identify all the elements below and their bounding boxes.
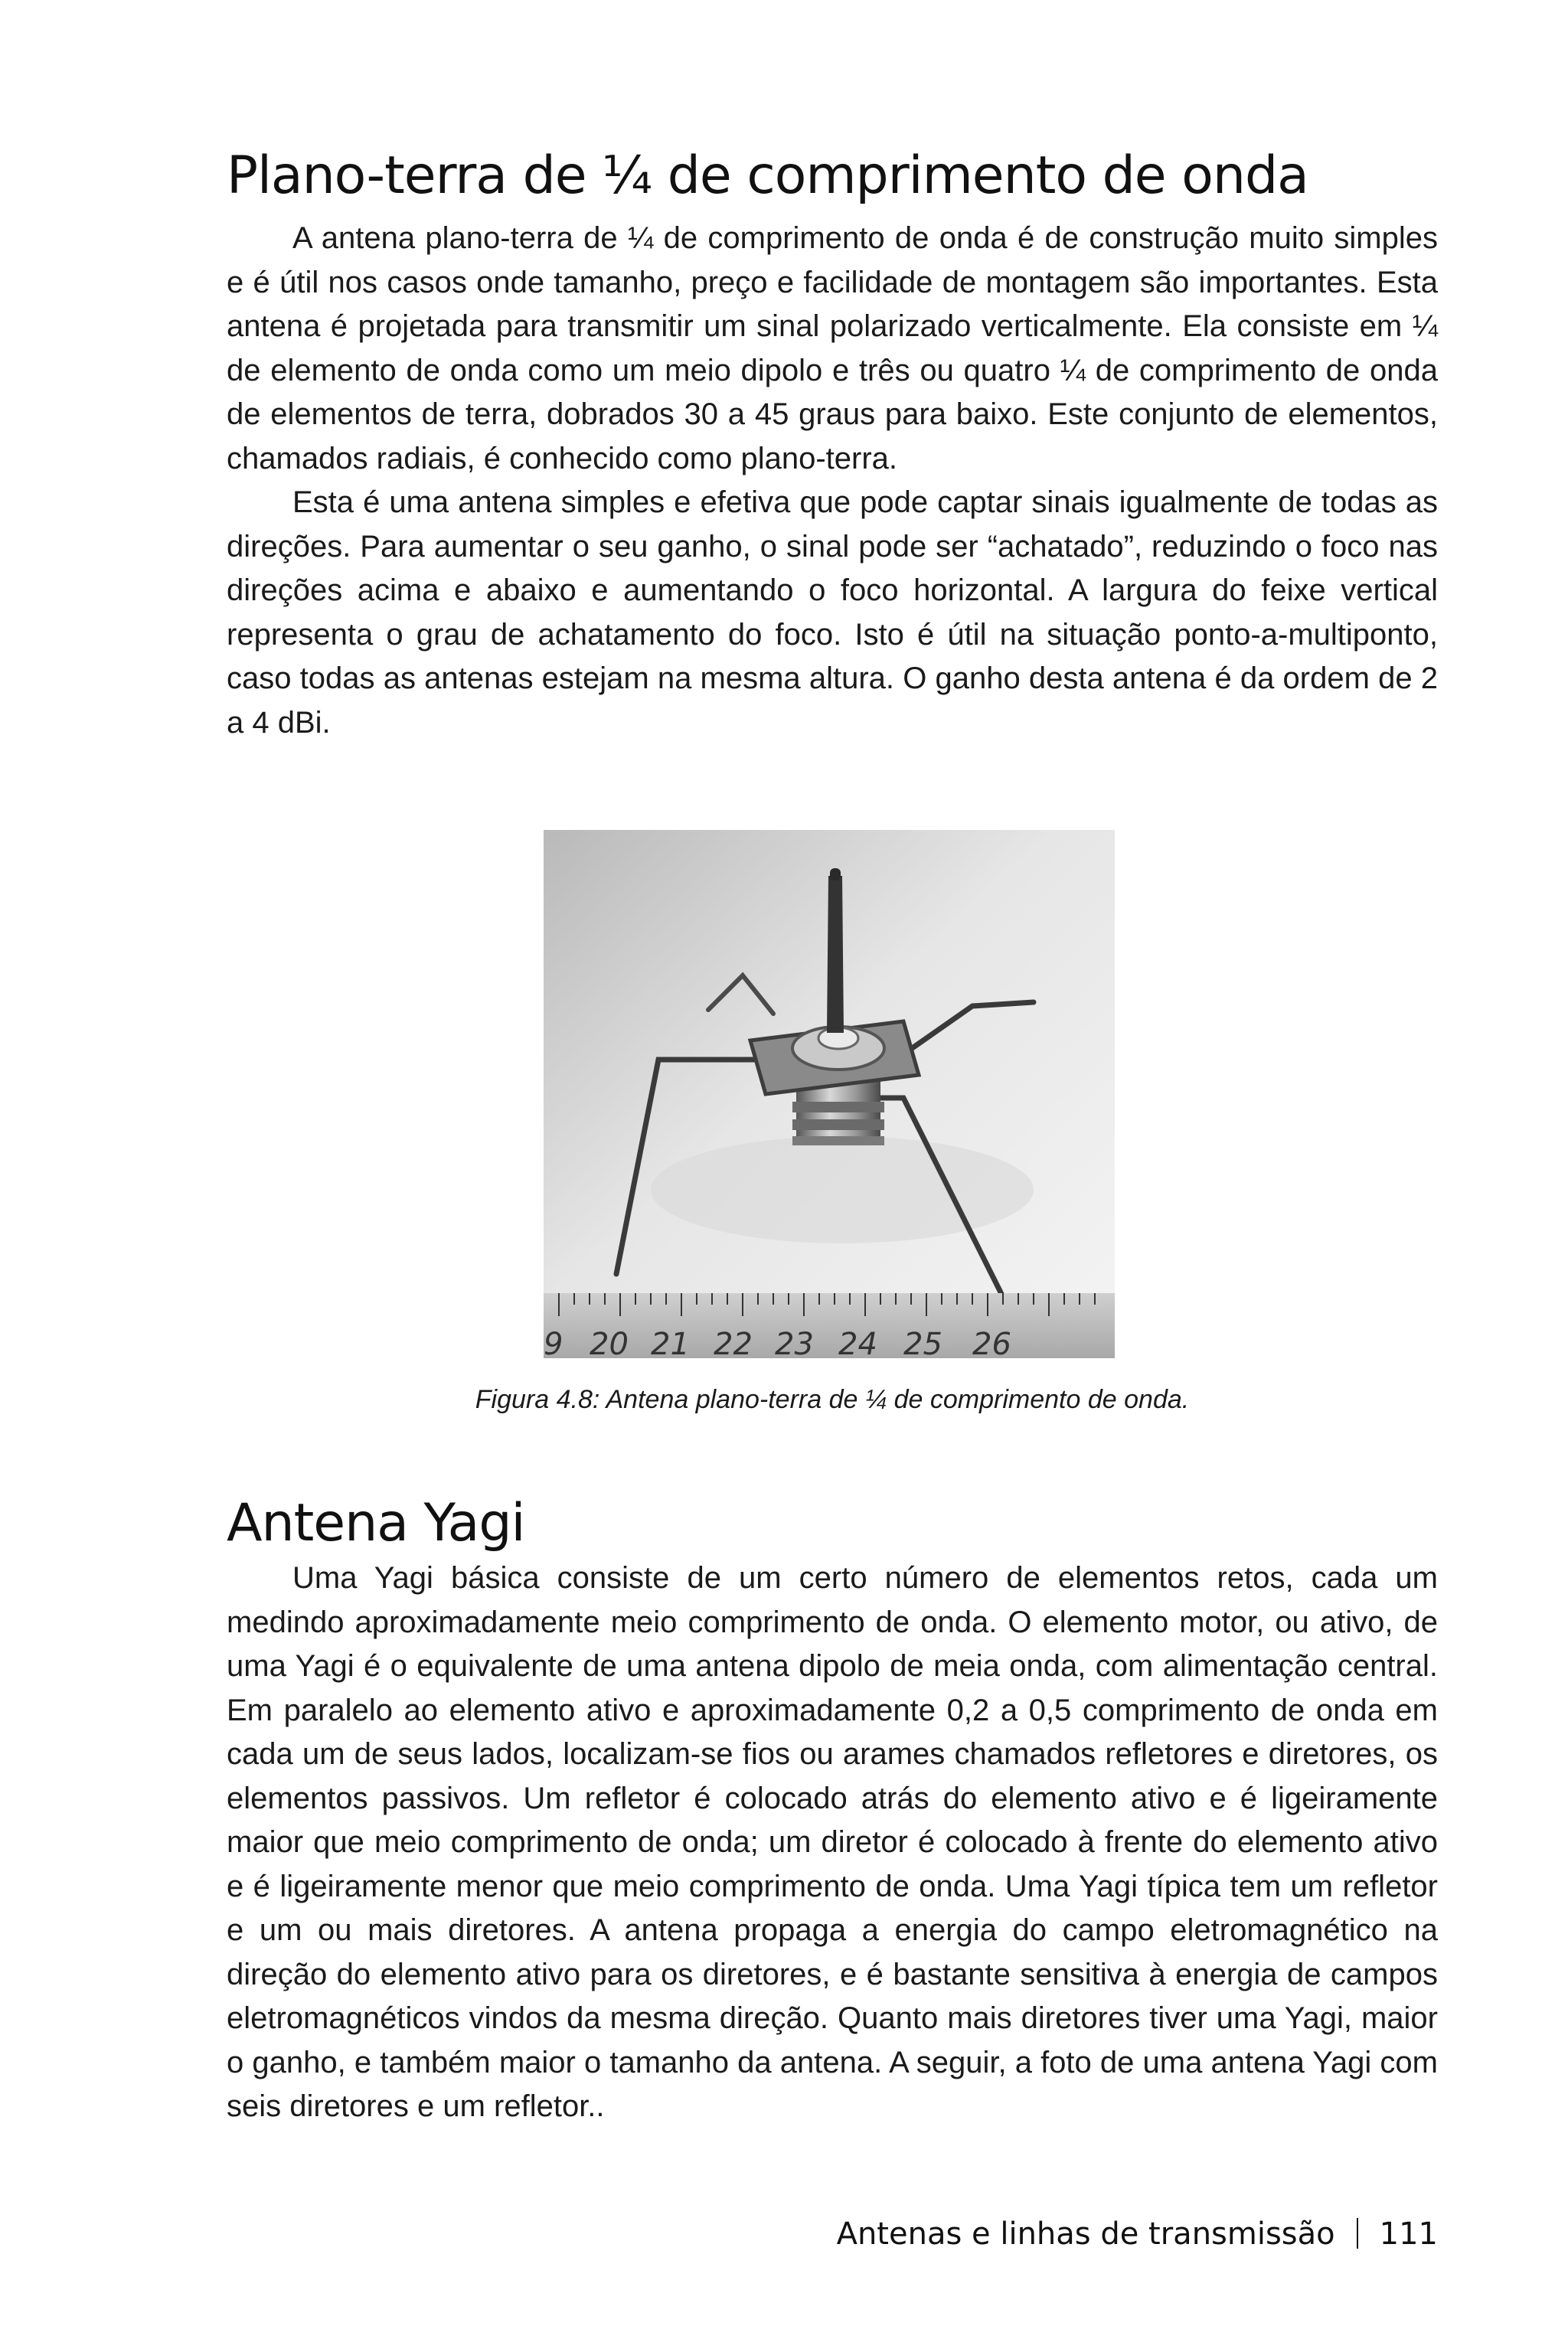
ruler-number: 26: [972, 1327, 1011, 1358]
section-body-ground-plane: [227, 217, 1438, 745]
section-body-yagi: [227, 1557, 1438, 2129]
figure-caption: Figura 4.8: Antena plano-terra de ¼ de comprimento de onda.: [475, 1385, 1190, 1414]
page-footer: [837, 2213, 1438, 2256]
footer-divider: [1357, 2218, 1358, 2249]
ruler-number: 20: [590, 1327, 629, 1358]
section-title: Antena Yagi: [227, 1493, 525, 1553]
paragraph: Esta é uma antena simples e efetiva que pode captar sinais igualmente de todas as direções. Para aumentar o seu ganho, o sinal pode ser “achatado”, reduzindo o foco nas direções acima e abaixo e aumentando o foco horizontal. A largura do feixe vertical representa o grau de achatamento do foco. Isto é útil na situação ponto-a-multiponto, caso todas as antenas estejam na mesma altura. O ganho desta antena é da ordem de 2 a 4 dBi.: [227, 485, 1438, 740]
ruler-number: 9: [544, 1327, 564, 1358]
ruler-number: 23: [775, 1327, 814, 1358]
page-number: 111: [1379, 2216, 1438, 2252]
ruler-number: 21: [651, 1327, 690, 1358]
ruler-number: 25: [903, 1327, 942, 1358]
paragraph: A antena plano-terra de ¼ de comprimento de onda é de construção muito simples e é útil nos casos onde tamanho, preço e facilidade de montagem são importantes. Esta antena é projetada para transmitir um sinal polarizado verticalmente. Ela consiste em ¼ de elemento de onda como um meio dipolo e três ou quatro ¼ de comprimento de onda de elementos de terra, dobrados 30 a 45 graus para baixo. Este conjunto de elementos, chamados radiais, é conhecido como plano-terra.: [227, 221, 1438, 475]
section-title: Plano-terra de ¼ de comprimento de onda: [227, 145, 1308, 206]
section-heading-ground-plane: [227, 145, 1438, 207]
ground-plane-antenna-photo: [544, 830, 1115, 1358]
ruler-number: 24: [838, 1327, 877, 1358]
section-heading-yagi: [227, 1493, 1438, 1554]
paragraph: Uma Yagi básica consiste de um certo número de elementos retos, cada um medindo aproximadamente meio comprimento de onda. O elemento motor, ou ativo, de uma Yagi é o equivalente de uma antena dipolo de meia onda, com alimentação central. Em paralelo ao elemento ativo e aproximadamente 0,2 a 0,5 comprimento de onda em cada um de seus lados, localizam-se fios ou arames chamados refletores e diretores, os elementos passivos. Um refletor é colocado atrás do elemento ativo e é ligeiramente maior que meio comprimento de onda; um diretor é colocado à frente do elemento ativo e é ligeiramente menor que meio comprimento de onda. Uma Yagi típica tem um refletor e um ou mais diretores. A antena propaga a energia do campo eletromagnético na direção do elemento ativo para os diretores, e é bastante sensitiva à energia de campos eletromagnéticos vindos da mesma direção. Quanto mais diretores tiver uma Yagi, maior o ganho, e também maior o tamanho da antena. A seguir, a foto de uma antena Yagi com seis diretores e um refletor..: [227, 1561, 1438, 2123]
running-title: Antenas e linhas de transmissão: [836, 2216, 1335, 2252]
ruler-number: 22: [714, 1327, 753, 1358]
